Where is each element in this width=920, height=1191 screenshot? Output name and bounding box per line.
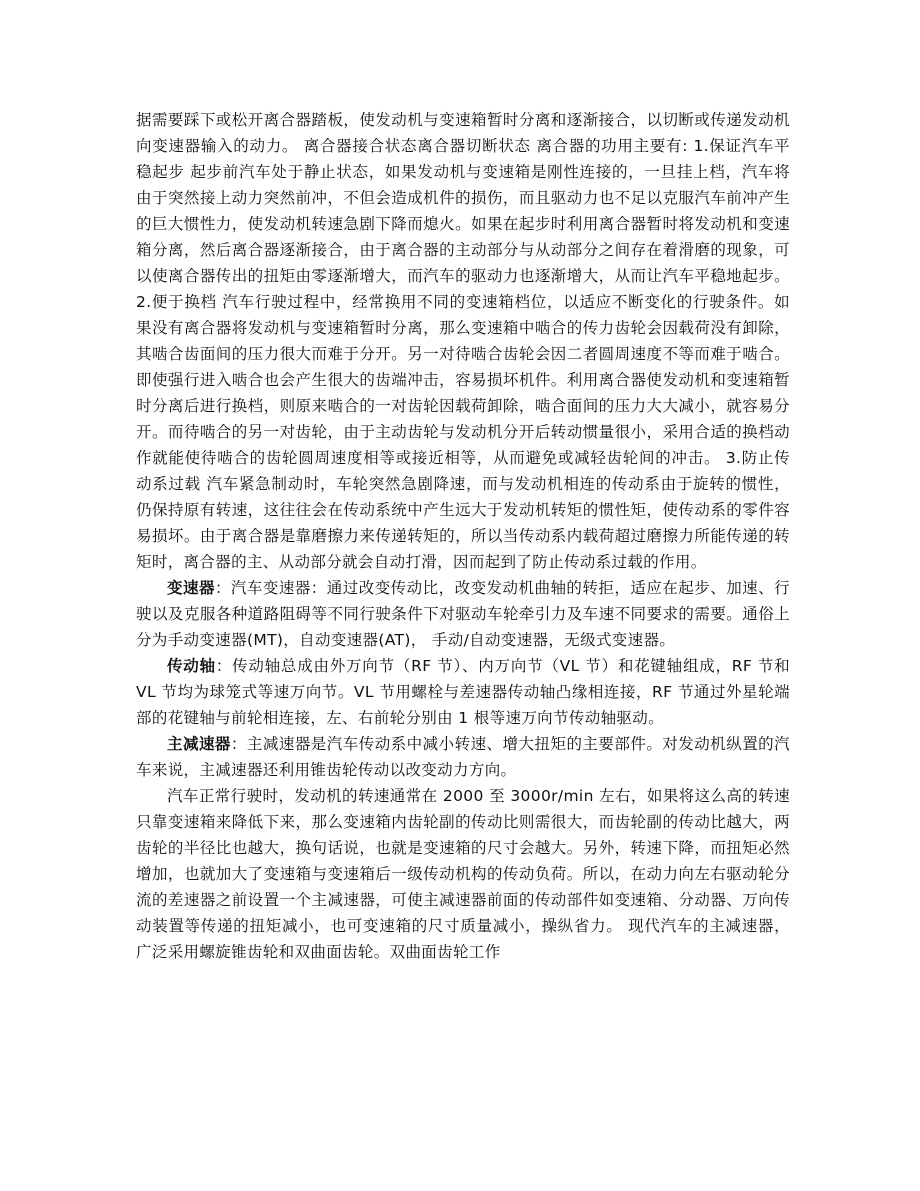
- term-transmission: 变速器: [167, 579, 215, 597]
- paragraph-text: ：主减速器是汽车传动系中减小转速、增大扭矩的主要部件。对发动机纵置的汽车来说，主减速器还利用锥齿轮传动以改变动力方向。: [136, 735, 790, 779]
- paragraph-final-drive: [136, 731, 790, 783]
- term-drive-shaft: 传动轴: [167, 657, 216, 675]
- document-page: [136, 107, 790, 965]
- term-final-drive: 主减速器: [167, 735, 231, 753]
- paragraph-drive-shaft: [136, 653, 790, 731]
- paragraph-text: ：传动轴总成由外万向节（RF 节）、内万向节（VL 节）和花键轴组成，RF 节和 VL 节均为球笼式等速万向节。VL 节用螺栓与差速器传动轴凸缘相连接，RF 节通过外星轮端部的花键轴与前轮相连接，左、右前轮分别由 1 根等速万向节传动轴驱动。: [136, 657, 790, 727]
- paragraph-text: 汽车正常行驶时，发动机的转速通常在 2000 至 3000r/min 左右，如果将这么高的转速只靠变速箱来降低下来，那么变速箱内齿轮副的传动比则需很大，而齿轮副的传动比越大，两齿轮的半径比也越大，换句话说，也就是变速箱的尺寸会越大。另外，转速下降，而扭矩必然增加，也就加大了变速箱与变速箱后一级传动机构的传动负荷。所以，在动力向左右驱动轮分流的差速器之前设置一个主减速器，可使主减速器前面的传动部件如变速箱、分动器、万向传动装置等传递的扭矩减小，也可变速箱的尺寸质量减小，操纵省力。 现代汽车的主减速器，广泛采用螺旋锥齿轮和双曲面齿轮。双曲面齿轮工作: [136, 787, 790, 961]
- paragraph-transmission: [136, 575, 790, 653]
- paragraph-text: 据需要踩下或松开离合器踏板，使发动机与变速箱暂时分离和逐渐接合，以切断或传递发动机向变速器输入的动力。 离合器接合状态离合器切断状态 离合器的功用主要有: 1.保证汽车平稳起步 起步前汽车处于静止状态，如果发动机与变速箱是刚性连接的，一旦挂上档，汽车将由于突然接上动力突然前冲，不但会造成机件的损伤，而且驱动力也不足以克服汽车前冲产生的巨大惯性力，使发动机转速急剧下降而熄火。如果在起步时利用离合器暂时将发动机和变速箱分离，然后离合器逐渐接合，由于离合器的主动部分与从动部分之间存在着滑磨的现象，可以使离合器传出的扭矩由零逐渐增大，而汽车的驱动力也逐渐增大，从而让汽车平稳地起步。 2.便于换档 汽车行驶过程中，经常换用不同的变速箱档位，以适应不断变化的行驶条件。如果没有离合器将发动机与变速箱暂时分离，那么变速箱中啮合的传力齿轮会因载荷没有卸除，其啮合齿面间的压力很大而难于分开。另一对待啮合齿轮会因二者圆周速度不等而难于啮合。即使强行进入啮合也会产生很大的齿端冲击，容易损坏机件。利用离合器使发动机和变速箱暂时分离后进行换档，则原来啮合的一对齿轮因载荷卸除，啮合面间的压力大大减小，就容易分开。而待啮合的另一对齿轮，由于主动齿轮与发动机分开后转动惯量很小，采用合适的换档动作就能使待啮合的齿轮圆周速度相等或接近相等，从而避免或减轻齿轮间的冲击。 3.防止传动系过载 汽车紧急制动时，车轮突然急剧降速，而与发动机相连的传动系由于旋转的惯性，仍保持原有转速，这往往会在传动系统中产生远大于发动机转矩的惯性矩，使传动系的零件容易损坏。由于离合器是靠磨擦力来传递转矩的，所以当传动系内载荷超过磨擦力所能传递的转矩时，离合器的主、从动部分就会自动打滑，因而起到了防止传动系过载的作用。: [136, 111, 790, 571]
- paragraph-final-drive-detail: [136, 783, 790, 965]
- paragraph-clutch: [136, 107, 790, 575]
- paragraph-text: ：汽车变速器：通过改变传动比，改变发动机曲轴的转拒，适应在起步、加速、行驶以及克服各种道路阻碍等不同行驶条件下对驱动车轮牵引力及车速不同要求的需要。通俗上分为手动变速器(MT)，自动变速器(AT)， 手动/自动变速器，无级式变速器。: [136, 579, 790, 649]
